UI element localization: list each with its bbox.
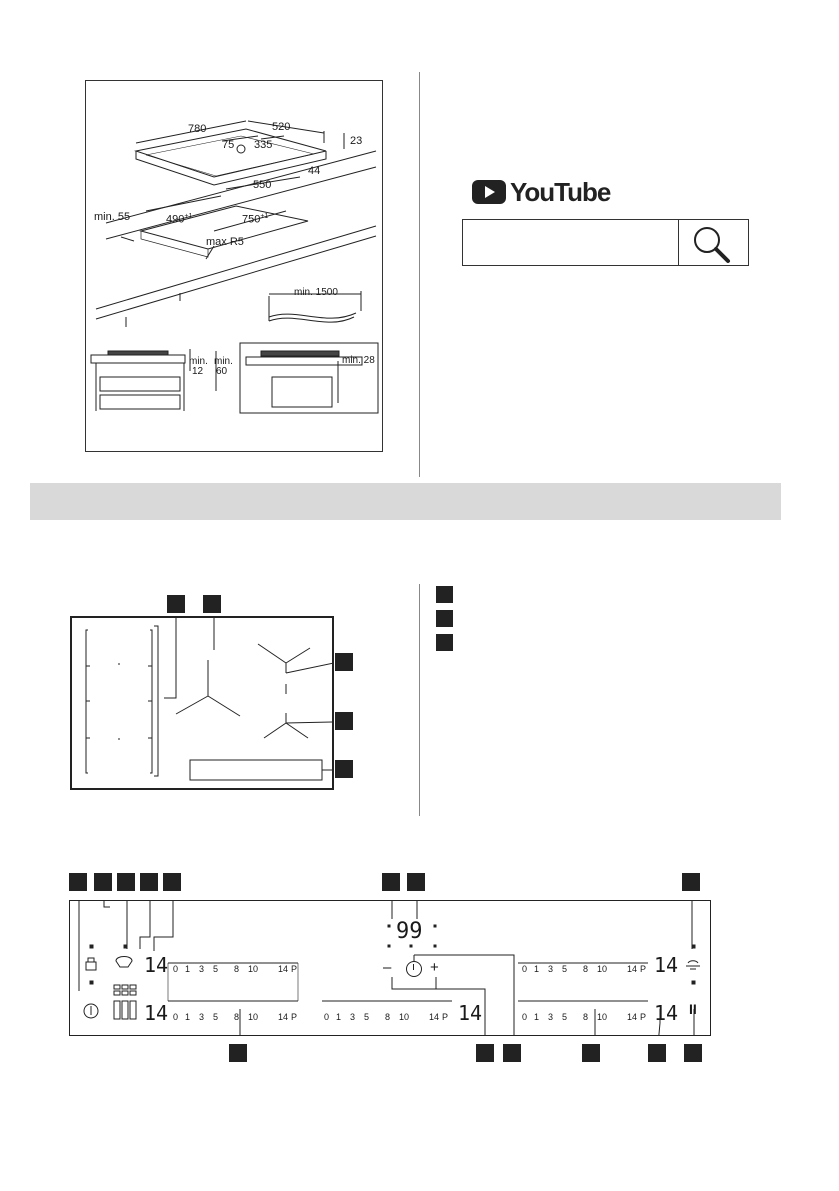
- scale-label: 3: [199, 964, 205, 974]
- scale-label: P: [442, 1012, 449, 1022]
- youtube-search-bar: [462, 219, 749, 266]
- scale-label: 1: [534, 964, 540, 974]
- scale-label: 3: [199, 1012, 205, 1022]
- scale-label: P: [291, 1012, 298, 1022]
- dim-75: 75: [222, 139, 235, 151]
- zone-display-4: 14: [654, 953, 679, 977]
- slider-scale-4[interactable]: [522, 964, 650, 976]
- marker-panel-13: [648, 1044, 666, 1062]
- scale-label: 3: [548, 1012, 554, 1022]
- marker-panel-1: [69, 873, 87, 891]
- scale-label: 8: [234, 1012, 240, 1022]
- scale-label: 14: [278, 964, 289, 974]
- column-divider-top: [419, 72, 420, 477]
- scale-label: 0: [522, 1012, 528, 1022]
- scale-label: 1: [185, 964, 191, 974]
- scale-label: 14: [627, 964, 638, 974]
- marker-panel-11: [503, 1044, 521, 1062]
- marker-panel-4: [140, 873, 158, 891]
- marker-layout-3: [335, 653, 353, 671]
- scale-label: 0: [173, 1012, 179, 1022]
- scale-label: 10: [248, 964, 259, 974]
- dim-min1500: min. 1500: [294, 287, 338, 298]
- marker-panel-9: [229, 1044, 247, 1062]
- dim-490: $490^{+1}$: [166, 213, 193, 226]
- installation-diagram: [85, 80, 383, 452]
- youtube-wordmark: YouTube: [510, 177, 611, 207]
- timer-display: 99: [396, 919, 423, 944]
- hob-layout-diagram: [70, 616, 334, 790]
- marker-panel-6: [382, 873, 400, 891]
- marker-layout-2: [203, 595, 221, 613]
- scale-label: P: [291, 964, 298, 974]
- zone-display-1: 14: [144, 953, 169, 977]
- dim-780: 780: [188, 123, 207, 135]
- scale-label: 10: [248, 1012, 259, 1022]
- scale-label: 0: [522, 964, 528, 974]
- dim-min28: min. 28: [342, 355, 375, 366]
- installation-drawing: [86, 81, 382, 451]
- dim-12: 12: [192, 366, 204, 377]
- dim-min55: min. 55: [94, 211, 131, 223]
- scale-label: 5: [364, 1012, 370, 1022]
- dim-23: 23: [350, 135, 363, 147]
- marker-layout-4: [335, 712, 353, 730]
- timer-clock-icon[interactable]: [406, 961, 422, 977]
- youtube-search-button[interactable]: [678, 220, 749, 265]
- marker-panel-8: [682, 873, 700, 891]
- scale-label: 5: [213, 964, 219, 974]
- search-icon: [679, 220, 749, 265]
- dim-550: 550: [253, 179, 272, 191]
- timer-plus-button[interactable]: +: [430, 959, 439, 976]
- scale-label: 3: [350, 1012, 356, 1022]
- zone-display-2: 14: [144, 1001, 169, 1025]
- dim-44: 44: [308, 165, 321, 177]
- scale-label: 0: [173, 964, 179, 974]
- slider-scale-2[interactable]: [173, 1012, 301, 1024]
- scale-label: 5: [213, 1012, 219, 1022]
- legend-marker-3: [436, 634, 453, 651]
- marker-layout-5: [335, 760, 353, 778]
- youtube-search-input[interactable]: [463, 220, 678, 265]
- pause-button[interactable]: II: [689, 1001, 697, 1017]
- timer-minus-button[interactable]: –: [383, 959, 392, 976]
- scale-label: 8: [385, 1012, 391, 1022]
- legend-marker-1: [436, 586, 453, 603]
- marker-panel-7: [407, 873, 425, 891]
- marker-panel-5: [163, 873, 181, 891]
- zone-display-5: 14: [654, 1001, 679, 1025]
- marker-panel-3: [117, 873, 135, 891]
- scale-label: 1: [534, 1012, 540, 1022]
- scale-label: 1: [185, 1012, 191, 1022]
- scale-label: 14: [627, 1012, 638, 1022]
- column-divider-middle: [419, 584, 420, 816]
- dim-min-a: min.: [189, 356, 208, 367]
- scale-label: 10: [597, 1012, 608, 1022]
- dim-520: 520: [272, 121, 291, 133]
- scale-label: P: [640, 964, 647, 974]
- scale-label: 14: [429, 1012, 440, 1022]
- scale-label: 14: [278, 1012, 289, 1022]
- scale-label: 1: [336, 1012, 342, 1022]
- section-header-bar: [30, 483, 781, 520]
- slider-scale-5[interactable]: [522, 1012, 650, 1024]
- control-panel: [69, 900, 711, 1036]
- marker-layout-1: [167, 595, 185, 613]
- scale-label: 8: [583, 1012, 589, 1022]
- dim-750: $750^{+1}$: [242, 213, 269, 226]
- marker-panel-14: [684, 1044, 702, 1062]
- zone-display-3: 14: [458, 1001, 483, 1025]
- play-icon: [472, 180, 506, 204]
- scale-label: 5: [562, 964, 568, 974]
- dim-maxR5: max R5: [206, 236, 244, 248]
- marker-panel-12: [582, 1044, 600, 1062]
- scale-label: 0: [324, 1012, 330, 1022]
- marker-panel-10: [476, 1044, 494, 1062]
- scale-label: 5: [562, 1012, 568, 1022]
- scale-label: 8: [234, 964, 240, 974]
- scale-label: 10: [399, 1012, 410, 1022]
- dim-335: 335: [254, 139, 273, 151]
- dim-min-b: min.: [214, 356, 233, 367]
- slider-scale-3[interactable]: [324, 1012, 452, 1024]
- legend-marker-2: [436, 610, 453, 627]
- dim-60: 60: [216, 366, 228, 377]
- scale-label: 8: [583, 964, 589, 974]
- scale-label: P: [640, 1012, 647, 1022]
- scale-label: 3: [548, 964, 554, 974]
- scale-label: 10: [597, 964, 608, 974]
- slider-scale-1[interactable]: [173, 964, 301, 976]
- marker-panel-2: [94, 873, 112, 891]
- hob-zones-drawing: [72, 618, 332, 788]
